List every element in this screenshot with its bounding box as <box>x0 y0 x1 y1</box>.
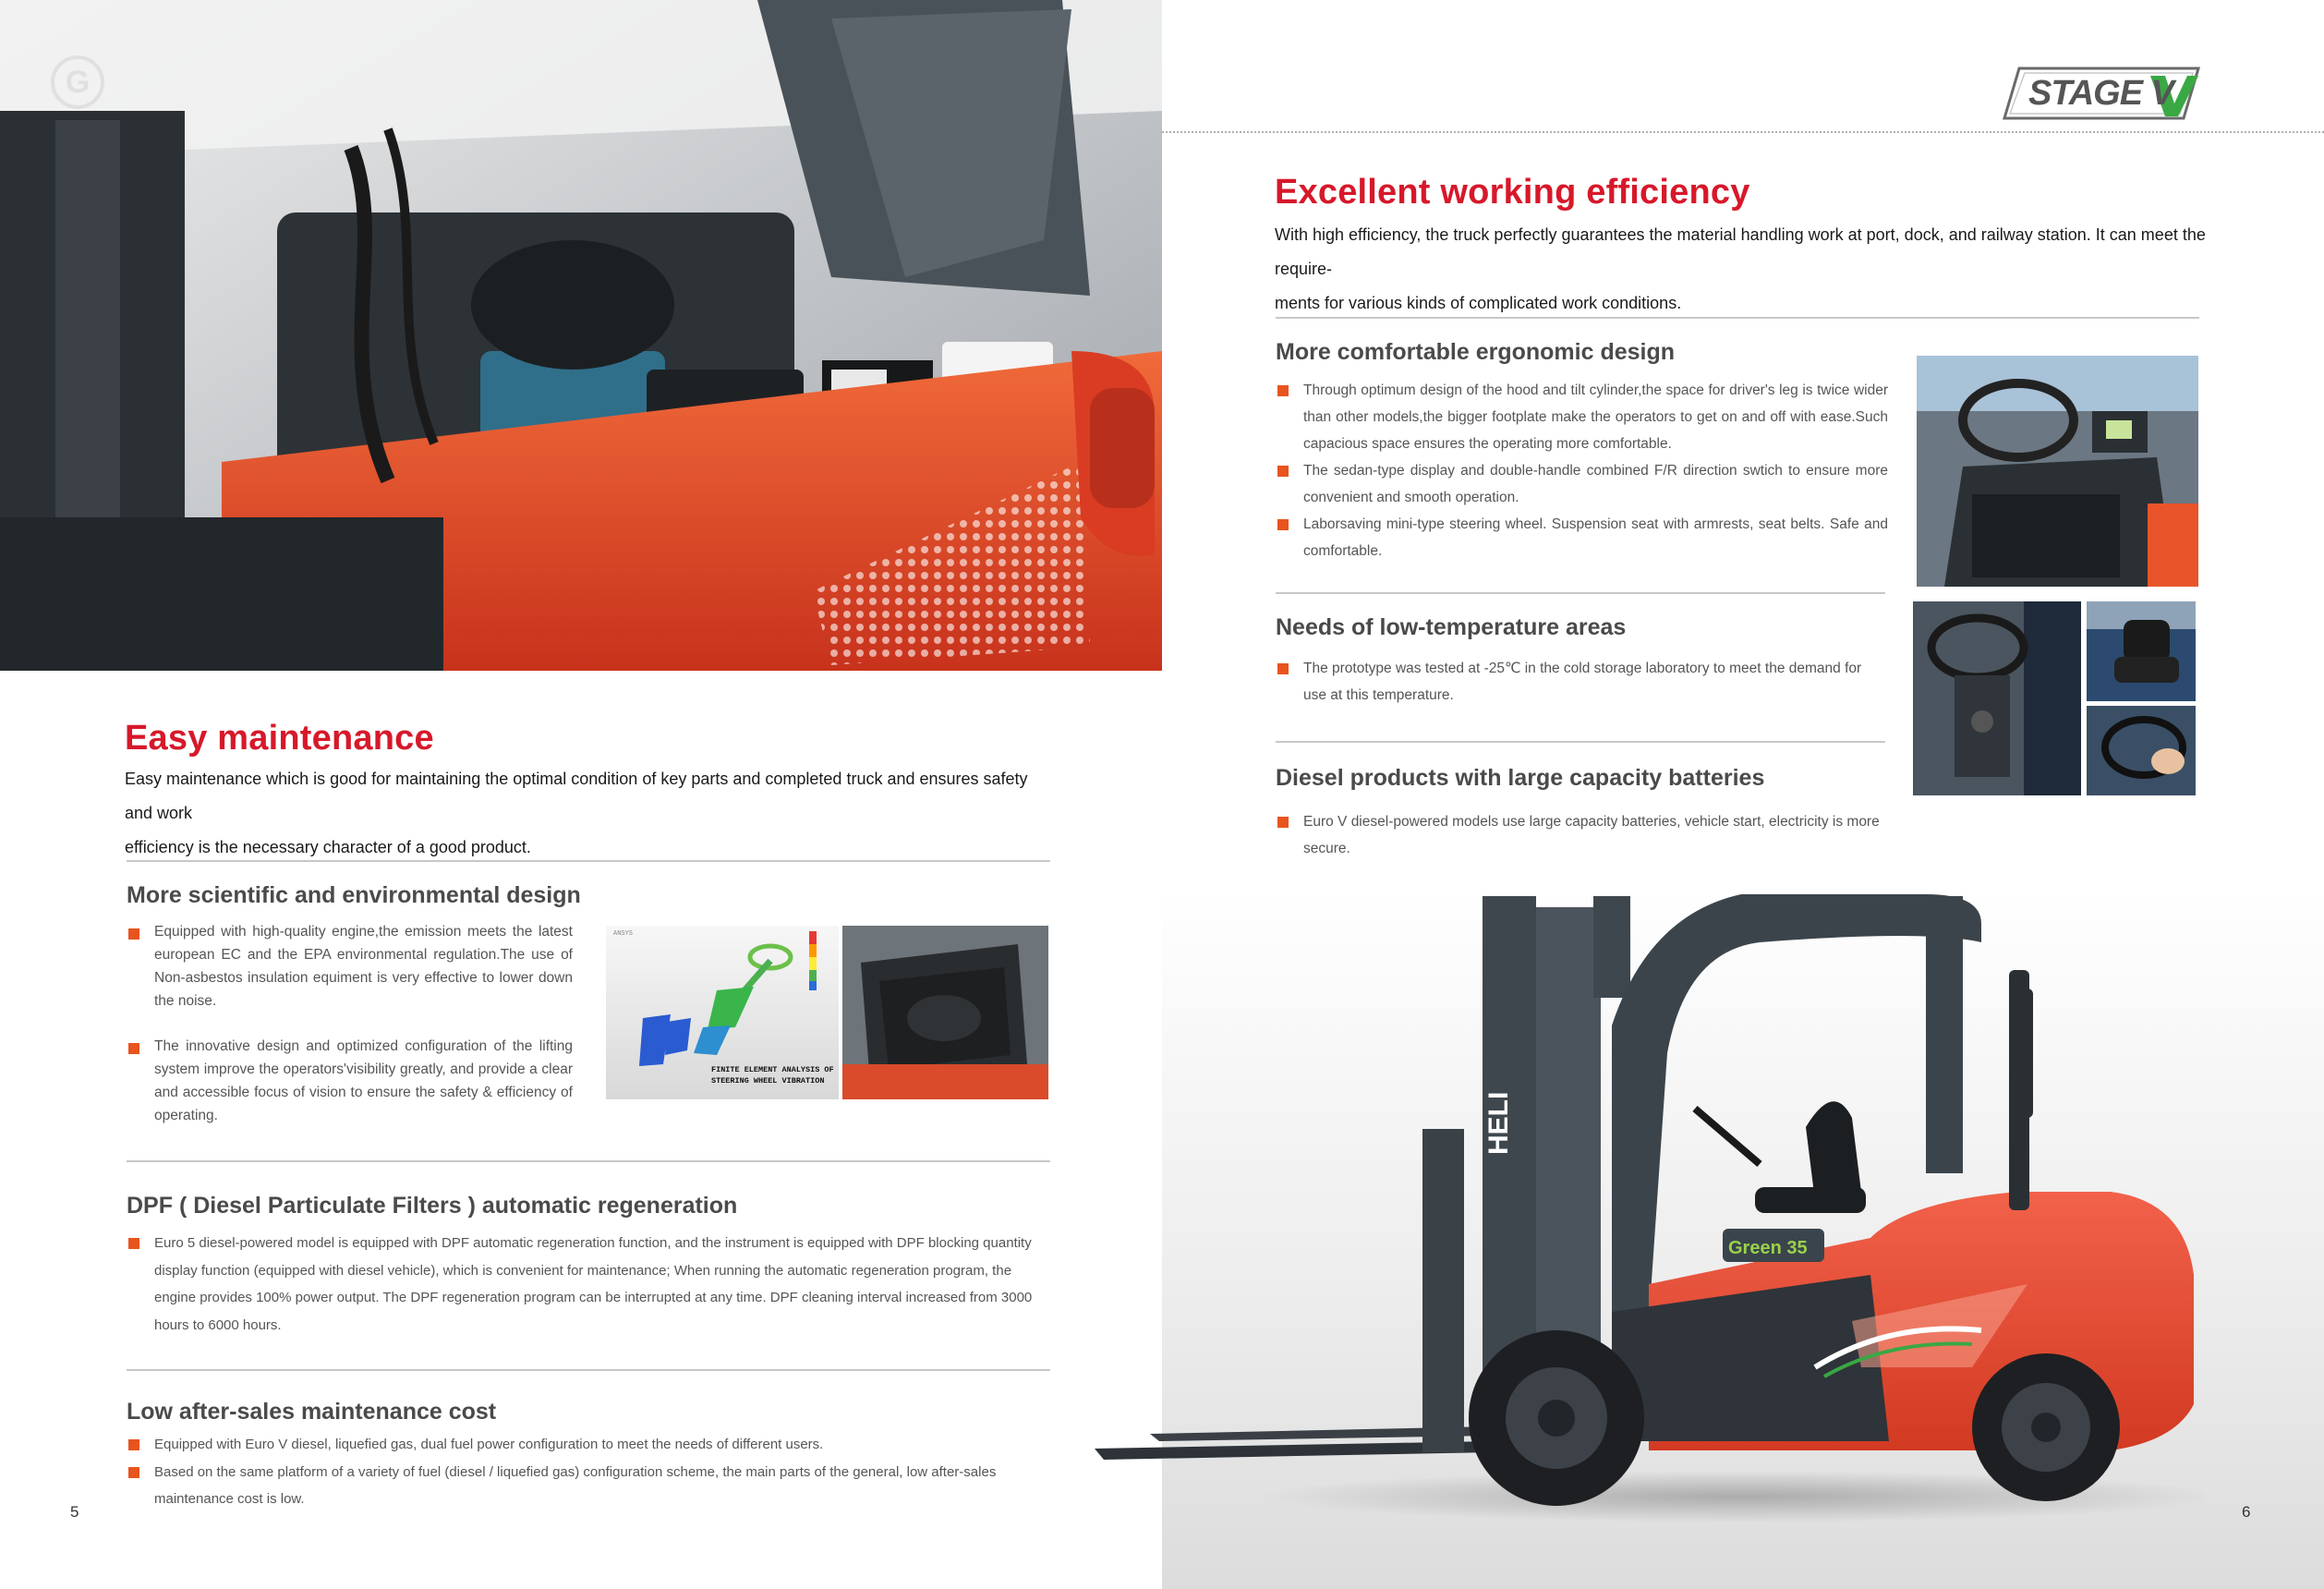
left-intro <box>125 762 1058 865</box>
list-item: Through optimum design of the hood and tilt cylinder,the space for driver's leg is twice wider than other models,the bigger footplate make the operators to get on and off with ease.Such capacious space ensures the operating more comfortable. <box>1276 377 1888 457</box>
fea-analysis-image <box>606 926 839 1099</box>
section-heading-low-temperature: Needs of low-temperature areas <box>1276 614 1627 640</box>
list-item: Equipped with Euro V diesel, liquefied gas, dual fuel power configuration to meet the needs of different users. <box>127 1431 1052 1459</box>
badge-text: STAGE V <box>2028 74 2173 113</box>
steering-wheel-illustration <box>2087 706 2196 795</box>
fea-caption-line-2: STEERING WHEEL VIBRATION <box>711 1076 825 1086</box>
divider <box>1276 741 1885 743</box>
forklift-graphic <box>1095 887 2203 1534</box>
steering-column-illustration <box>1913 601 2081 795</box>
right-intro-line-1: With high efficiency, the truck perfectly guarantees the material handling work at port, dock, and railway station. It can meet the require- <box>1275 225 2206 278</box>
right-intro <box>1275 218 2208 321</box>
divider <box>127 1160 1050 1162</box>
section-heading-batteries: Diesel products with large capacity batteries <box>1276 765 1765 791</box>
list-item: Laborsaving mini-type steering wheel. Suspension seat with armrests, seat belts. Safe and comfortable. <box>1276 511 1888 564</box>
steering-column-photo <box>1913 601 2081 795</box>
engine-bay-illustration <box>0 0 1162 671</box>
svg-text:ANSYS: ANSYS <box>613 930 634 938</box>
stage-v-badge <box>2003 67 2200 120</box>
fea-caption <box>711 1064 834 1086</box>
batteries-bullets <box>1276 808 1890 862</box>
divider <box>1276 592 1885 594</box>
page-number-right: 6 <box>2242 1503 2251 1521</box>
list-item: Equipped with high-quality engine,the emission meets the latest european EC and the EPA environmental regulation.The use of Non-asbestos insulation equiment is very effective to lower down the noise. <box>127 920 573 1013</box>
forklift-illustration <box>1095 887 2203 1534</box>
hood-insulation-photo <box>842 926 1048 1099</box>
divider <box>1276 317 2199 319</box>
operator-compartment-photo <box>1917 356 2198 587</box>
low-temperature-bullets <box>1276 655 1876 709</box>
dpf-bullets <box>127 1230 1052 1339</box>
divider <box>127 1369 1050 1371</box>
g-logo: G <box>51 55 104 109</box>
operator-compartment-illustration <box>1917 356 2198 587</box>
top-dotted-rule <box>1162 131 2324 133</box>
ergonomic-bullets <box>1276 377 1888 564</box>
list-item: The prototype was tested at -25℃ in the cold storage laboratory to meet the demand for use at this temperature. <box>1276 655 1876 709</box>
section-heading-low-cost: Low after-sales maintenance cost <box>127 1399 497 1425</box>
section-heading-scientific-design: More scientific and environmental design <box>127 882 581 908</box>
seat-illustration <box>2087 601 2196 701</box>
divider <box>127 860 1050 862</box>
model-badge-text: Green 35 <box>1728 1238 1808 1258</box>
scientific-design-bullets <box>127 920 573 1127</box>
section-heading-dpf: DPF ( Diesel Particulate Filters ) automatic regeneration <box>127 1193 738 1219</box>
engine-bay-photo <box>0 0 1162 671</box>
steering-wheel-hand-photo <box>2087 706 2196 795</box>
list-item: The innovative design and optimized configuration of the lifting system improve the operators'visibility greatly, and provide a clear and accessible focus of vision to ensure the safety & efficiency of operating. <box>127 1035 573 1127</box>
hood-insulation-illustration <box>842 926 1048 1099</box>
seat-photo <box>2087 601 2196 701</box>
right-intro-line-2: ments for various kinds of complicated work conditions. <box>1275 294 1682 312</box>
mast-logo-text: HELI <box>1483 1091 1514 1155</box>
list-item: The sedan-type display and double-handle combined F/R direction swtich to ensure more convenient and smooth operation. <box>1276 457 1888 511</box>
left-page-title: Easy maintenance <box>125 719 434 758</box>
list-item: Euro V diesel-powered models use large capacity batteries, vehicle start, electricity is more secure. <box>1276 808 1890 862</box>
page-number-left: 5 <box>70 1503 79 1521</box>
list-item: Based on the same platform of a variety of fuel (diesel / liquefied gas) configuration scheme, the main parts of the general, low after-sales maintenance cost is low. <box>127 1459 1052 1513</box>
left-intro-line-1: Easy maintenance which is good for maintaining the optimal condition of key parts and completed truck and ensures safety and work <box>125 770 1028 822</box>
section-heading-ergonomic: More comfortable ergonomic design <box>1276 339 1676 365</box>
fea-caption-line-1: FINITE ELEMENT ANALYSIS OF <box>711 1065 834 1074</box>
right-page-title: Excellent working efficiency <box>1275 173 1750 212</box>
list-item: Euro 5 diesel-powered model is equipped with DPF automatic regeneration function, and the instrument is equipped with DPF blocking quantity display function (equipped with diesel vehicle), which is convenient for maintenance; When running the automatic regeneration program, the engine provides 100% power output. The DPF regeneration program can be interrupted at any time. DPF cleaning interval increased from 3000 hours to 6000 hours. <box>127 1230 1052 1339</box>
left-intro-line-2: efficiency is the necessary character of a good product. <box>125 838 531 856</box>
low-cost-bullets <box>127 1431 1052 1513</box>
